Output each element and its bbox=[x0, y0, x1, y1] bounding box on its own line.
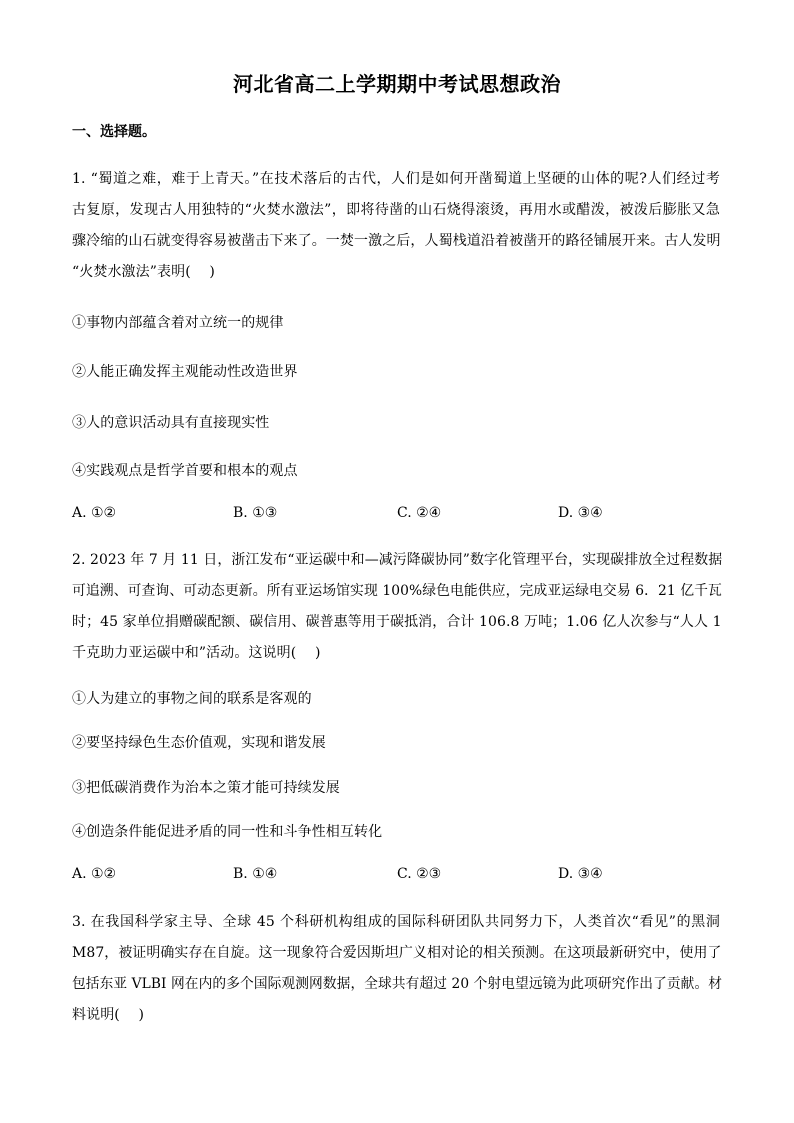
q1-option-b[interactable]: B. ①③ bbox=[233, 505, 278, 521]
q2-statement-2: ②要坚持绿色生态价值观，实现和谐发展 bbox=[72, 735, 326, 751]
q1-stem-line-4: “火焚水激法”表明( ) bbox=[72, 264, 215, 280]
q2-statement-3: ③把低碳消费作为治本之策才能可持续发展 bbox=[72, 780, 340, 796]
q2-stem-line-4: 千克助力亚运碳中和”活动。这说明( ) bbox=[72, 645, 321, 661]
q2-stem-line-2: 可追溯、可查询、可动态更新。所有亚运场馆实现 100%绿色电能供应，完成亚运绿电交易 6．21 亿千瓦 bbox=[72, 583, 722, 599]
q1-option-c[interactable]: C. ②④ bbox=[397, 505, 442, 521]
q1-option-d[interactable]: D. ③④ bbox=[558, 505, 603, 521]
page-title: 河北省高二上学期期中考试思想政治 bbox=[233, 72, 561, 96]
q1-options bbox=[72, 505, 722, 525]
q2-option-c[interactable]: C. ②③ bbox=[397, 866, 442, 882]
q1-statement-1: ①事物内部蕴含着对立统一的规律 bbox=[72, 315, 284, 331]
q1-option-a[interactable]: A. ①② bbox=[72, 505, 117, 521]
q2-option-b[interactable]: B. ①④ bbox=[233, 866, 278, 882]
q1-statement-4: ④实践观点是哲学首要和根本的观点 bbox=[72, 463, 298, 479]
q2-stem-line-1: 2. 2023 年 7 月 11 日，浙江发布“亚运碳中和—减污降碳协同”数字化管理平台，实现碳排放全过程数据 bbox=[72, 552, 723, 568]
q1-stem-line-3: 骤冷缩的山石就变得容易被凿击下来了。一焚一激之后，人蜀栈道沿着被凿开的路径铺展开来。古人发明 bbox=[72, 233, 721, 249]
q1-stem-line-1: 1. “蜀道之难，难于上青天。”在技术落后的古代，人们是如何开凿蜀道上坚硬的山体的呢?人们经过考 bbox=[72, 171, 720, 187]
q2-statement-1: ①人为建立的事物之间的联系是客观的 bbox=[72, 691, 312, 707]
q1-statement-3: ③人的意识活动具有直接现实性 bbox=[72, 415, 270, 431]
q1-statement-2: ②人能正确发挥主观能动性改造世界 bbox=[72, 364, 298, 380]
q1-stem-line-2: 古复原，发现古人用独特的“火焚水激法”，即将待凿的山石烧得滚烫，再用水或醋泼，被泼后膨胀又急 bbox=[72, 202, 720, 218]
q3-stem-line-1: 3. 在我国科学家主导、全球 45 个科研机构组成的国际科研团队共同努力下，人类首次“看见”的黑洞 bbox=[72, 914, 720, 930]
q3-stem-line-2: M87，被证明确实存在自旋。这一现象符合爱因斯坦广义相对论的相关预测。在这项最新研究中，使用了 bbox=[72, 945, 722, 961]
q2-stem-line-3: 时；45 家单位捐赠碳配额、碳信用、碳普惠等用于碳抵消，合计 106.8 万吨；1.06 亿人次参与“人人 1 bbox=[72, 614, 722, 630]
q2-statement-4: ④创造条件能促进矛盾的同一性和斗争性相互转化 bbox=[72, 824, 383, 840]
section-heading: 一、选择题。 bbox=[72, 124, 156, 140]
q3-stem-line-3: 包括东亚 VLBI 网在内的多个国际观测网数据，全球共有超过 20 个射电望远镜为此项研究作出了贡献。材 bbox=[72, 976, 723, 992]
q2-option-d[interactable]: D. ③④ bbox=[558, 866, 603, 882]
q3-stem-line-4: 料说明( ) bbox=[72, 1007, 145, 1023]
q2-options bbox=[72, 866, 722, 886]
q2-option-a[interactable]: A. ①② bbox=[72, 866, 117, 882]
